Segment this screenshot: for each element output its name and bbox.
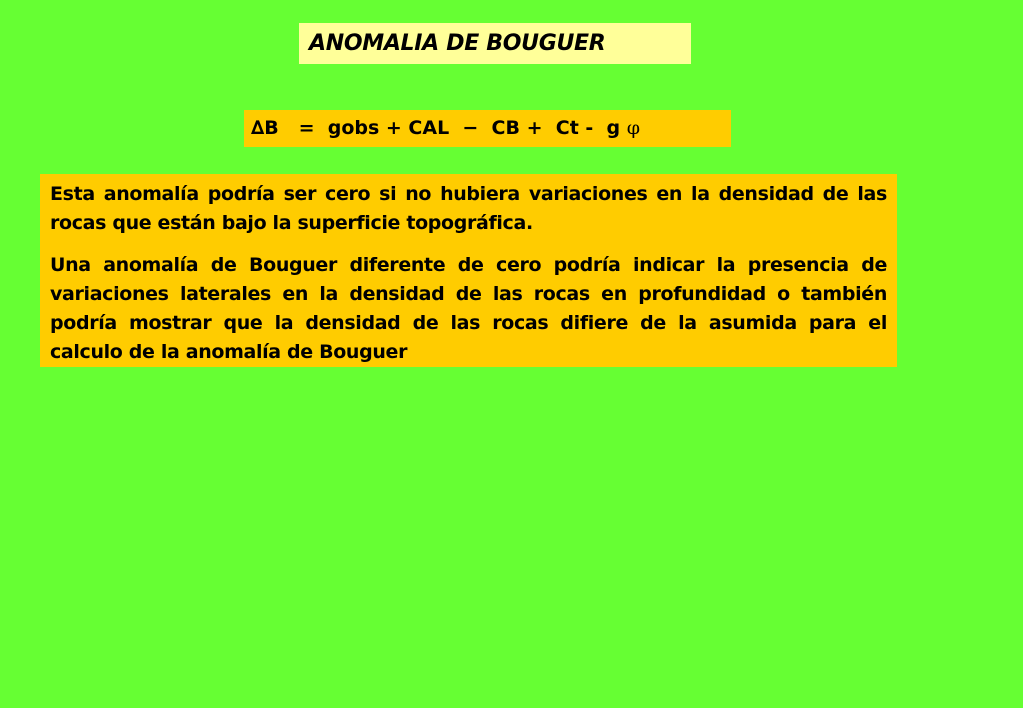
formula-text: ∆B = gobs + CAL − CB + Ct - g [251, 117, 627, 139]
formula-box [244, 110, 731, 147]
page-title: ANOMALIA DE BOUGUER [309, 31, 606, 56]
description-box [40, 174, 897, 367]
phi-symbol: φ [626, 117, 641, 139]
paragraph-1: Esta anomalía podría ser cero si no hubiera variaciones en la densidad de las rocas que están bajo la superficie topográfica. [50, 183, 887, 234]
title-box [299, 23, 691, 64]
paragraph-2: Una anomalía de Bouguer diferente de cero podría indicar la presencia de variaciones laterales en la densidad de las rocas en profundidad o también podría mostrar que la densidad de las rocas difiere de la asumida para el calculo de la anomalía de Bouguer [50, 254, 887, 363]
